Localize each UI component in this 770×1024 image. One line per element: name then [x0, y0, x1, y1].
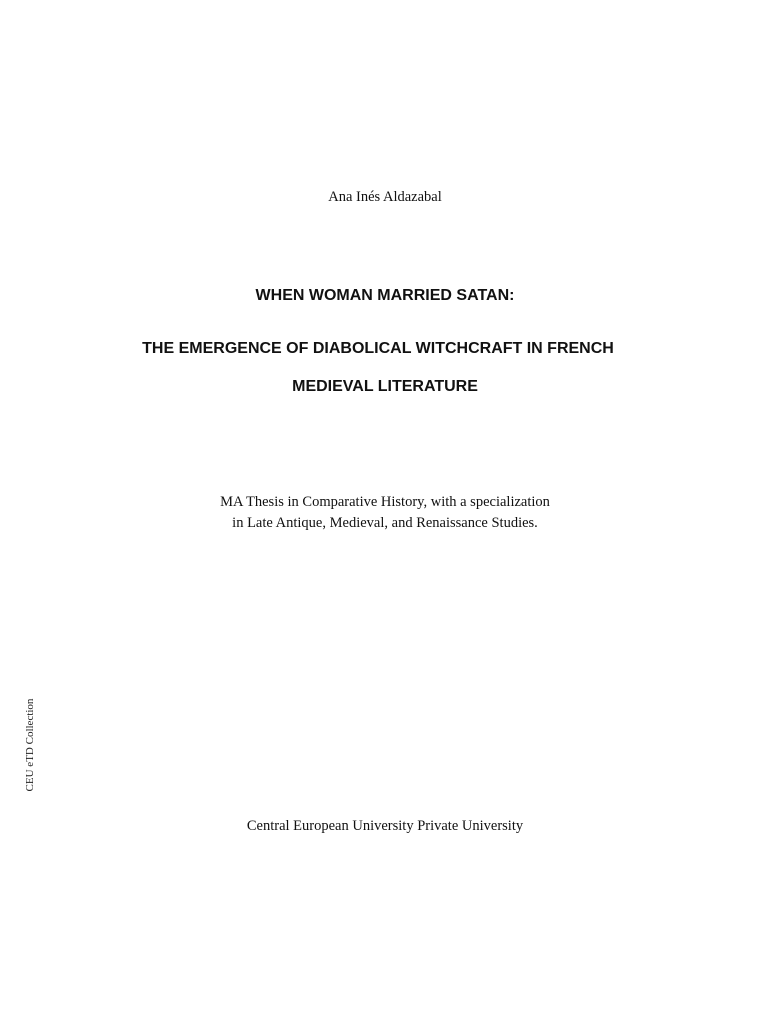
title-line-1: WHEN WOMAN MARRIED SATAN:: [255, 287, 515, 304]
collection-stamp: CEU eTD Collection: [24, 698, 36, 792]
title-line-2: THE EMERGENCE OF DIABOLICAL WITCHCRAFT IN FRENCH: [142, 340, 614, 357]
title-line-3: MEDIEVAL LITERATURE: [292, 378, 478, 395]
thesis-description: [0, 492, 770, 534]
thesis-line-1: MA Thesis in Comparative History, with a specialization: [220, 494, 550, 510]
thesis-line-2: in Late Antique, Medieval, and Renaissance Studies.: [232, 515, 538, 531]
author-name: Ana Inés Aldazabal: [328, 189, 442, 205]
institution-name: Central European University Private University: [246, 818, 524, 834]
